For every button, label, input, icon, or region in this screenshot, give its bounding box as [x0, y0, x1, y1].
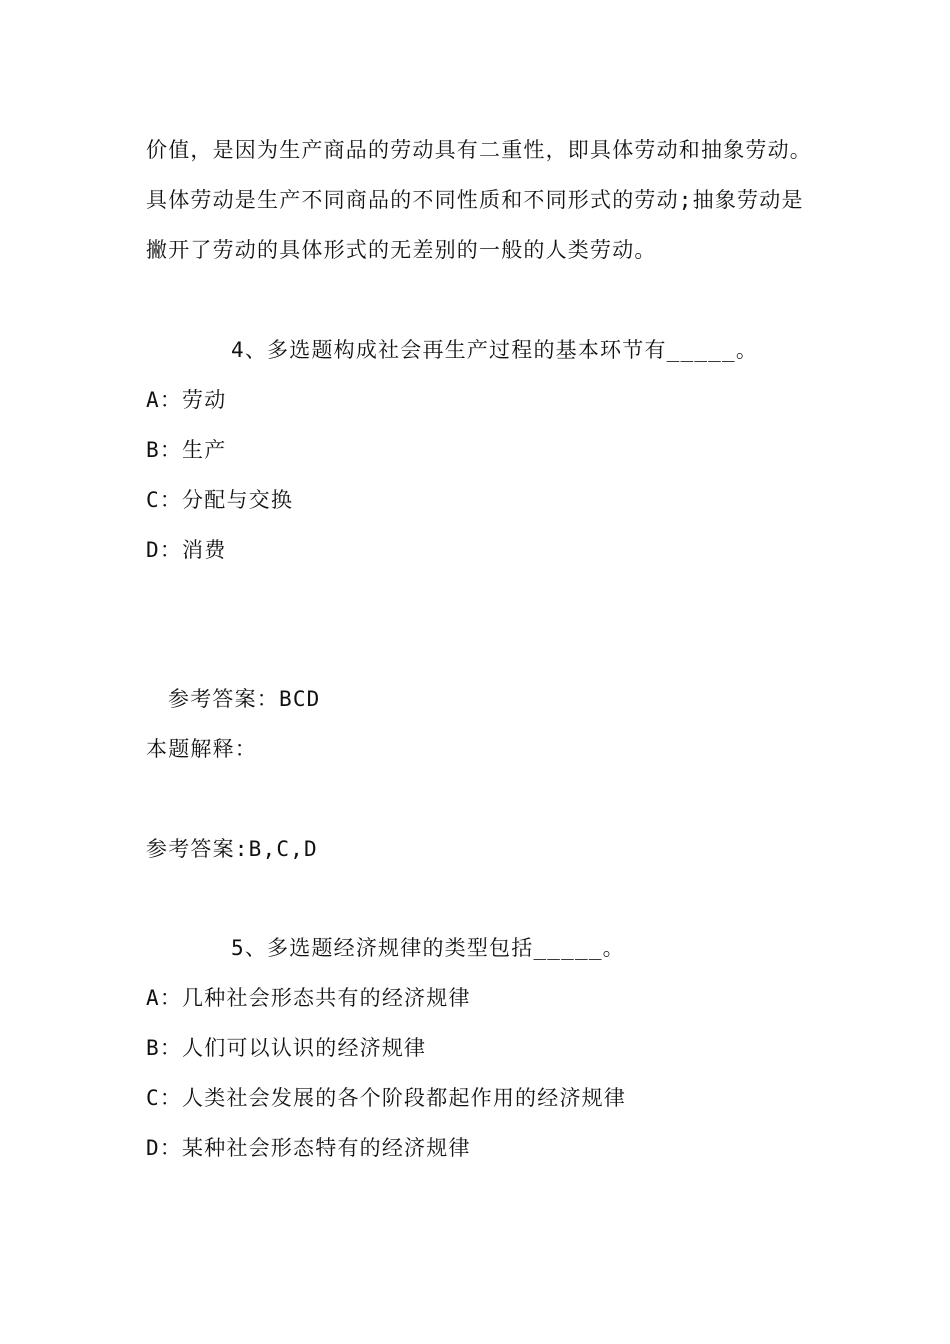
question-5-option-d: D：某种社会形态特有的经济规律: [146, 1136, 471, 1160]
question-5-stem: 5、多选题经济规律的类型包括_____。: [231, 936, 625, 960]
question-4-answer: 参考答案：BCD: [168, 687, 321, 711]
paragraph-line: 具体劳动是生产不同商品的不同性质和不同形式的劳动;抽象劳动是: [146, 188, 804, 212]
question-5-option-b: B：人们可以认识的经济规律: [146, 1036, 427, 1060]
question-5-option-a: A：几种社会形态共有的经济规律: [146, 986, 471, 1010]
question-4-option-b: B：生产: [146, 438, 227, 462]
question-5-option-c: C：人类社会发展的各个阶段都起作用的经济规律: [146, 1086, 627, 1110]
question-4-explanation-label: 本题解释：: [146, 737, 257, 761]
paragraph-line: 价值，是因为生产商品的劳动具有二重性，即具体劳动和抽象劳动。: [146, 138, 812, 162]
question-4-option-a: A：劳动: [146, 388, 227, 412]
question-4-explanation-answer: 参考答案:B,C,D: [146, 837, 318, 861]
paragraph-line: 撇开了劳动的具体形式的无差别的一般的人类劳动。: [146, 238, 657, 262]
question-4-stem: 4、多选题构成社会再生产过程的基本环节有_____。: [231, 338, 759, 362]
question-4-option-d: D：消费: [146, 538, 227, 562]
question-4-option-c: C：分配与交换: [146, 488, 294, 512]
